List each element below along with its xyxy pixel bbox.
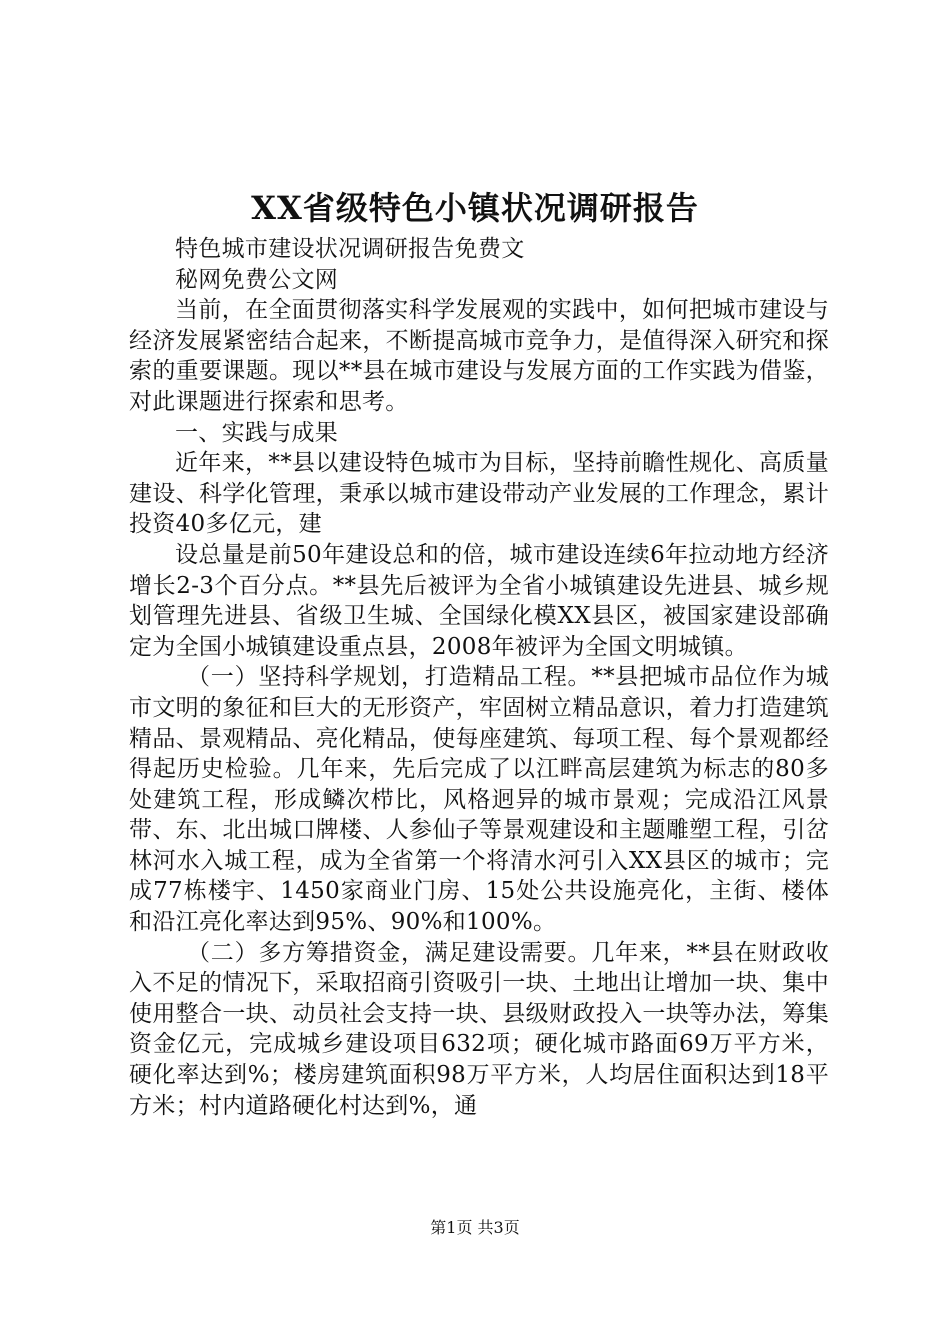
page-number-footer: 第1页 共3页 xyxy=(430,1218,520,1237)
paragraph-intro: 当前，在全面贯彻落实科学发展观的实践中，如何把城市建设与经济发展紧密结合起来，不断提高城市竞争力，是值得深入研究和探索的重要课题。现以**县在城市建设与发展方面的工作实践为借鉴，对此课题进行探索和思考。 xyxy=(129,297,829,415)
paragraph-subtitle-line-1: 特色城市建设状况调研报告免费文 xyxy=(175,236,525,262)
section-heading-practice-results: 一、实践与成果 xyxy=(175,419,339,446)
paragraph-construction-total: 设总量是前50年建设总和的倍，城市建设连续6年拉动地方经济增长2-3个百分点。**县先后被评为全省小城镇建设先进县、城乡规划管理先进县、省级卫生城、全国绿化模XX县区，被国家建设部确定为全国小城镇建设重点县，2008年被评为全国文明城镇。 xyxy=(129,541,829,660)
paragraph-section-two: （二）多方筹措资金，满足建设需要。几年来，**县在财政收入不足的情况下，采取招商引资吸引一块、土地出让增加一块、集中使用整合一块、动员社会支持一块、县级财政投入一块等办法，筹集资金亿元，完成城乡建设项目632项；硬化城市路面69万平方米，硬化率达到%；楼房建筑面积98万平方米，人均居住面积达到18平方米；村内道路硬化村达到%，通 xyxy=(129,939,829,1119)
paragraph-section-one: （一）坚持科学规划，打造精品工程。**县把城市品位作为城市文明的象征和巨大的无形资产，牢固树立精品意识，着力打造建筑精品、景观精品、亮化精品，使每座建筑、每项工程、每个景观都经得起历史检验。几年来，先后完成了以江畔高层建筑为标志的80多处建筑工程，形成鳞次栉比，风格迥异的城市景观；完成沿江风景带、东、北出城口牌楼、人参仙子等景观建设和主题雕塑工程，引岔林河水入城工程，成为全省第一个将清水河引入XX县区的城市；完成77栋楼宇、1450家商业门房、15处公共设施亮化，主街、楼体和沿江亮化率达到95%、90%和100%。 xyxy=(129,664,829,936)
paragraph-recent-years: 近年来，**县以建设特色城市为目标，坚持前瞻性规化、高质量建设、科学化管理，秉承以城市建设带动产业发展的工作理念，累计投资40多亿元，建 xyxy=(129,450,829,538)
document-body xyxy=(129,234,829,1121)
paragraph-subtitle-line-2: 秘网免费公文网 xyxy=(175,266,339,293)
document-title: XX省级特色小镇状况调研报告 xyxy=(251,189,699,227)
